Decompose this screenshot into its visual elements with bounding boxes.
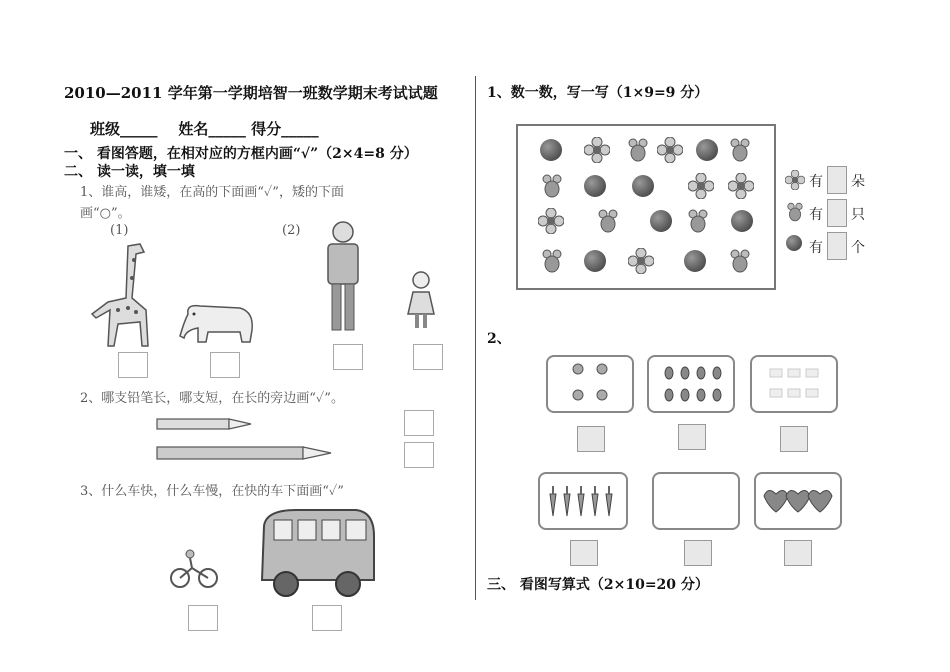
- question-3-text: 3、什么车快，什么车慢，在快的车下面画“✓”: [80, 484, 344, 499]
- giraffe-image: [88, 238, 160, 350]
- answer-box-girl[interactable]: [413, 344, 443, 370]
- section-one-heading: 一、 看图答题，在相对应的方框内画“√”（2×4=8 分）: [64, 146, 418, 162]
- man-image: [320, 218, 366, 334]
- flower-icon: [538, 208, 564, 234]
- ball-icon: [696, 139, 718, 161]
- answer-box-man[interactable]: [333, 344, 363, 370]
- legend-flower-post: 朵: [851, 174, 865, 190]
- legend-flower-icon: [785, 170, 805, 190]
- mouse-icon: [542, 249, 562, 273]
- beans-group-image: [649, 357, 733, 411]
- flower-icon: [728, 173, 754, 199]
- flower-icon: [584, 137, 610, 163]
- count-box-ball[interactable]: [827, 232, 847, 260]
- question-1-line-1: 1、谁高，谁矮，在高的下面画“✓”，矮的下面: [80, 185, 344, 200]
- column-divider: [475, 76, 476, 600]
- question-1-line-2: 画“○”。: [80, 206, 131, 221]
- girl-image: [404, 268, 438, 330]
- long-pencil-image: [155, 444, 335, 462]
- short-pencil-image: [155, 416, 255, 432]
- mouse-icon: [730, 249, 750, 273]
- faint-items-image: [752, 357, 836, 411]
- legend-flower-pre: 有: [809, 174, 823, 190]
- elephant-image: [178, 300, 258, 348]
- ball-icon: [731, 210, 753, 232]
- picture-box-empty: [652, 472, 740, 530]
- question-1-sub-2: (2): [282, 223, 301, 238]
- answer-box-long-pencil[interactable]: [404, 442, 434, 468]
- ball-icon: [684, 250, 706, 272]
- mouse-icon: [628, 138, 648, 162]
- legend-ball-pre: 有: [809, 240, 823, 256]
- answer-box-bus[interactable]: [312, 605, 342, 631]
- mouse-icon: [688, 209, 708, 233]
- answer-box-faint-items[interactable]: [780, 426, 808, 452]
- mouse-icon: [730, 138, 750, 162]
- legend-ball-icon: [786, 235, 802, 251]
- question-2-text: 2、哪支铅笔长，哪支短，在长的旁边画“✓”。: [80, 391, 344, 406]
- answer-box-mice[interactable]: [577, 426, 605, 452]
- ball-icon: [584, 175, 606, 197]
- mice-group-image: [548, 357, 632, 411]
- legend-mouse-post: 只: [851, 207, 865, 223]
- count-box-flower[interactable]: [827, 166, 847, 194]
- flower-icon: [688, 173, 714, 199]
- question-1-sub-1: (1): [110, 223, 129, 238]
- ball-icon: [650, 210, 672, 232]
- section-two-heading: 二、 读一读，填一填: [64, 164, 195, 180]
- answer-box-bicycle[interactable]: [188, 605, 218, 631]
- picture-box-carrots: [538, 472, 628, 530]
- answer-box-carrots[interactable]: [570, 540, 598, 566]
- picture-box-mice: [546, 355, 634, 413]
- picture-box-faint-items: [750, 355, 838, 413]
- flower-icon: [657, 137, 683, 163]
- legend-ball-post: 个: [851, 240, 865, 256]
- page-title: 2010—2011 学年第一学期培智一班数学期末考试试题: [64, 84, 438, 102]
- answer-box-leaves[interactable]: [784, 540, 812, 566]
- ball-icon: [540, 139, 562, 161]
- mouse-icon: [542, 174, 562, 198]
- answer-box-empty[interactable]: [684, 540, 712, 566]
- answer-box-beans[interactable]: [678, 424, 706, 450]
- bus-image: [256, 506, 378, 600]
- answer-box-elephant[interactable]: [210, 352, 240, 378]
- bicycle-image: [168, 548, 220, 590]
- mouse-icon: [598, 209, 618, 233]
- ball-icon: [584, 250, 606, 272]
- picture-box-beans: [647, 355, 735, 413]
- answer-box-short-pencil[interactable]: [404, 410, 434, 436]
- ball-icon: [632, 175, 654, 197]
- student-info-line: 班级_____ 姓名_____ 得分_____: [90, 120, 319, 138]
- picture-box-leaves: [754, 472, 842, 530]
- right-question-1-title: 1、数一数，写一写（1×9=9 分）: [487, 85, 709, 101]
- right-question-2-title: 2、: [487, 331, 511, 347]
- answer-box-giraffe[interactable]: [118, 352, 148, 378]
- flower-icon: [628, 248, 654, 274]
- leaves-group-image: [756, 474, 840, 528]
- legend-mouse-icon: [787, 202, 803, 222]
- carrots-group-image: [540, 474, 626, 528]
- section-three-heading: 三、 看图写算式（2×10=20 分）: [487, 577, 709, 593]
- count-box-mouse[interactable]: [827, 199, 847, 227]
- legend-mouse-pre: 有: [809, 207, 823, 223]
